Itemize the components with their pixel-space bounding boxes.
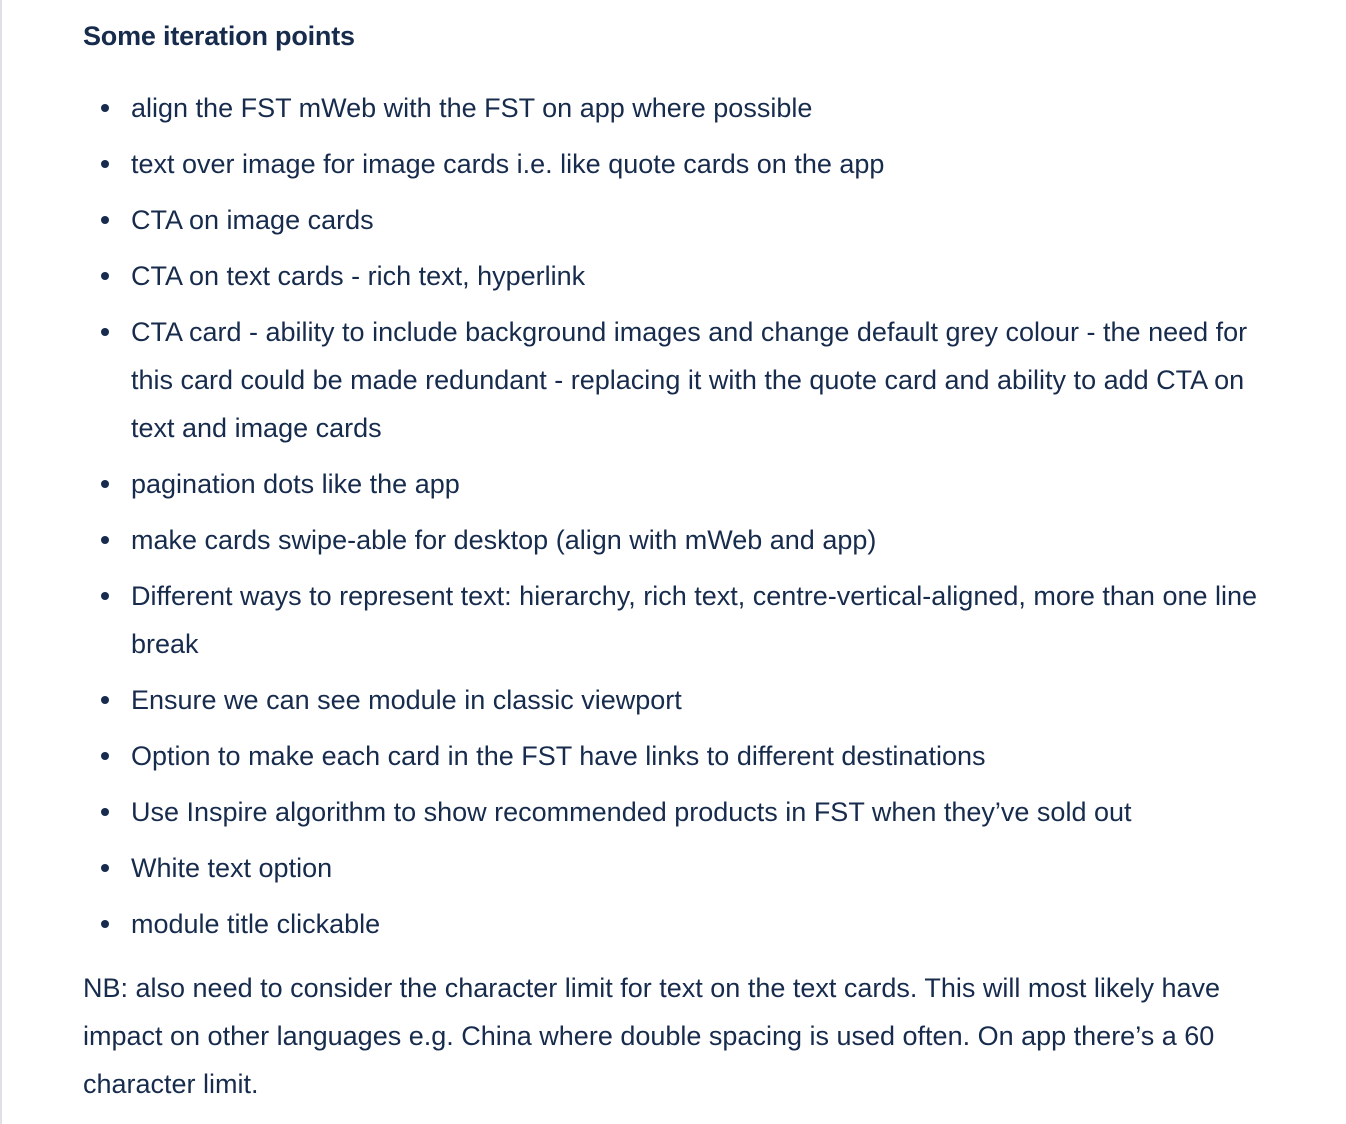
list-item-text: make cards swipe-able for desktop (align with mWeb and app) [131, 525, 877, 555]
list-item [83, 84, 1283, 132]
list-item [83, 460, 1283, 508]
list-item [83, 516, 1283, 564]
bullet-icon [101, 104, 109, 112]
bullet-icon [101, 216, 109, 224]
document-body [83, 16, 1283, 1108]
list-item [83, 732, 1283, 780]
list-item [83, 140, 1283, 188]
bullet-icon [101, 592, 109, 600]
left-border [0, 0, 2, 1124]
list-item [83, 196, 1283, 244]
bullet-icon [101, 160, 109, 168]
list-item [83, 788, 1283, 836]
note-paragraph: NB: also need to consider the character limit for text on the text cards. This will most likely have impact on other languages e.g. China where double spacing is used often. On app there’s a 60 character limit. [83, 973, 1220, 1099]
bullet-icon [101, 328, 109, 336]
list-item-text: Ensure we can see module in classic viewport [131, 685, 682, 715]
list-item-text: text over image for image cards i.e. like quote cards on the app [131, 149, 885, 179]
section-heading: Some iteration points [83, 21, 355, 51]
bullet-icon [101, 696, 109, 704]
list-item [83, 900, 1283, 948]
list-item-text: CTA on text cards - rich text, hyperlink [131, 261, 586, 291]
list-item-text: Use Inspire algorithm to show recommended products in FST when they’ve sold out [131, 797, 1132, 827]
list-item-text: White text option [131, 853, 333, 883]
bullet-icon [101, 920, 109, 928]
list-item-text: CTA card - ability to include background images and change default grey colour - the need for this card could be made redundant - replacing it with the quote card and ability to add CTA on text and image cards [131, 317, 1248, 443]
bullet-icon [101, 480, 109, 488]
list-item-text: Option to make each card in the FST have links to different destinations [131, 741, 986, 771]
list-item [83, 572, 1283, 668]
list-item [83, 676, 1283, 724]
list-item [83, 252, 1283, 300]
bullet-icon [101, 808, 109, 816]
bullet-icon [101, 272, 109, 280]
bullet-icon [101, 864, 109, 872]
bullet-icon [101, 752, 109, 760]
list-item [83, 844, 1283, 892]
list-item-text: Different ways to represent text: hierarchy, rich text, centre-vertical-aligned, more than one line break [131, 581, 1258, 659]
list-item-text: pagination dots like the app [131, 469, 460, 499]
list-item-text: align the FST mWeb with the FST on app where possible [131, 93, 813, 123]
iteration-points-list [83, 84, 1283, 948]
list-item [83, 308, 1283, 452]
bullet-icon [101, 536, 109, 544]
list-item-text: module title clickable [131, 909, 381, 939]
list-item-text: CTA on image cards [131, 205, 374, 235]
